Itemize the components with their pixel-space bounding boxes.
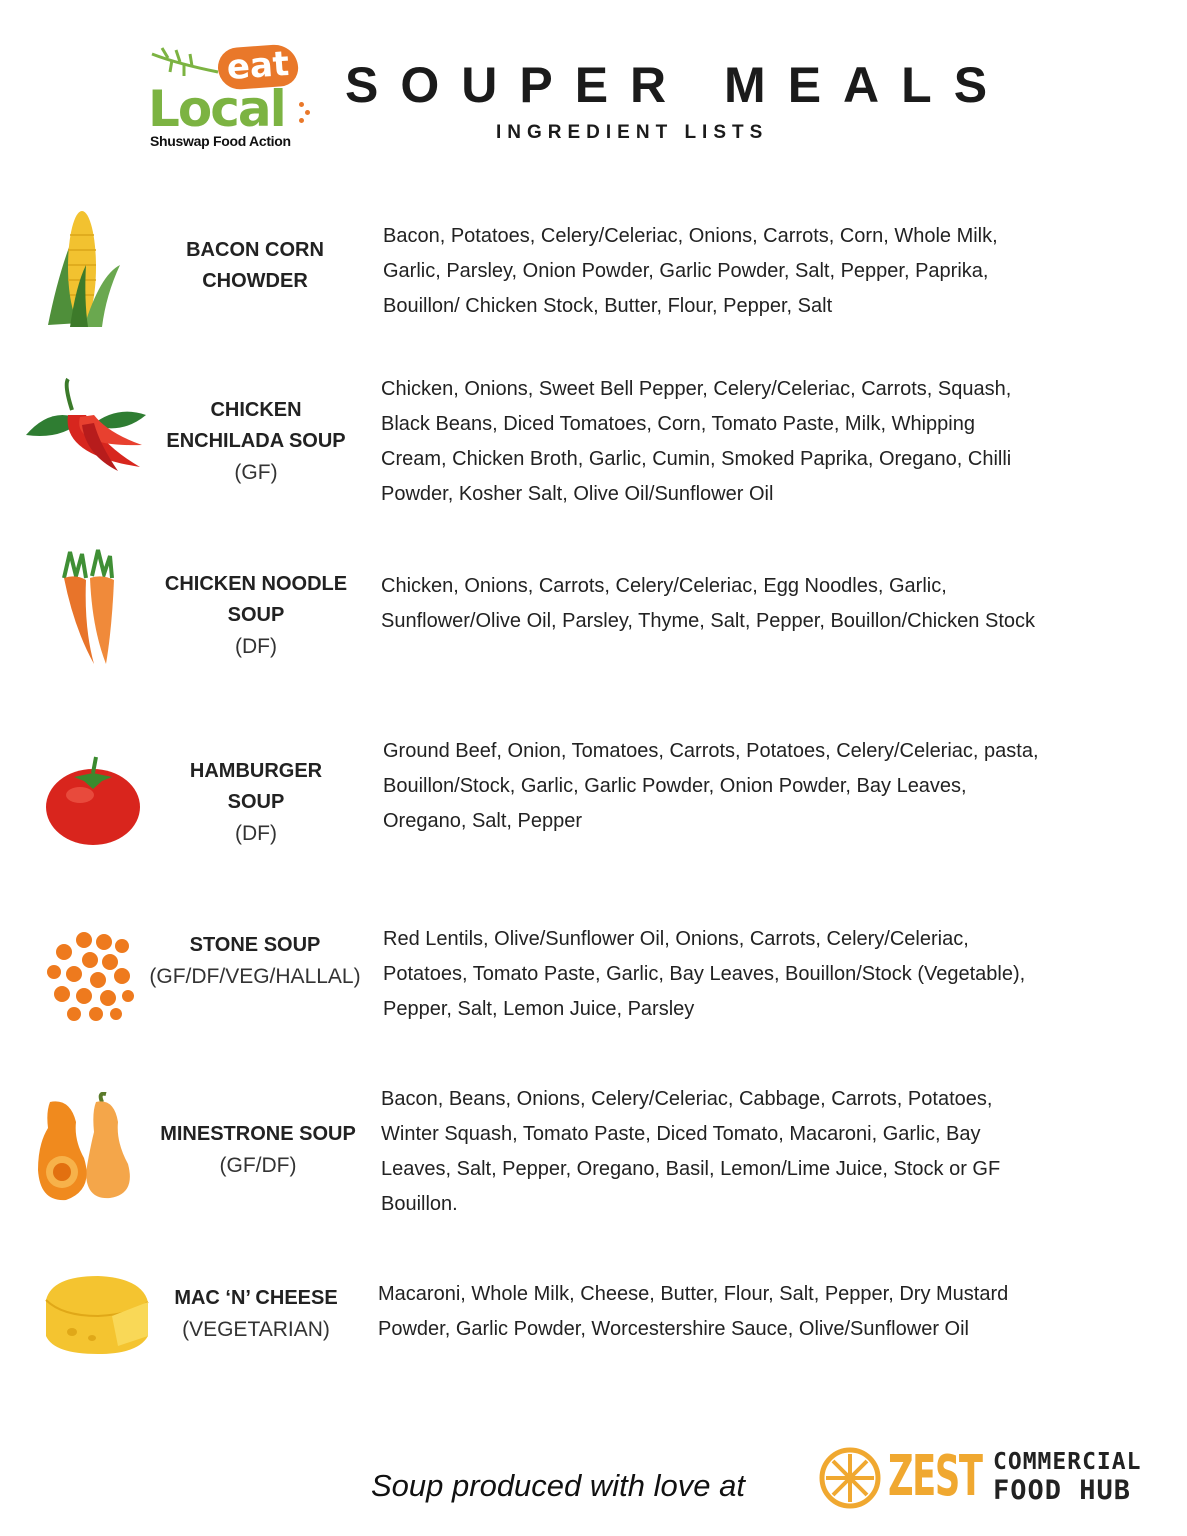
- zest-logo: [818, 1444, 1142, 1510]
- meal-name-line: SOUP: [227, 791, 285, 813]
- meal-name-line: HAMBURGER: [189, 760, 323, 782]
- meal-name-line: CHOWDER: [202, 270, 308, 292]
- ingredient-line: Bouillon/ Chicken Stock, Butter, Flour, Pepper, Salt: [383, 295, 833, 317]
- ingredient-line: Leaves, Salt, Pepper, Oregano, Basil, Lemon/Lime Juice, Stock or GF: [381, 1158, 1001, 1180]
- logo-org-name: Shuswap Food Action: [150, 133, 291, 149]
- ingredient-list: [381, 372, 1011, 512]
- meal-name: [141, 395, 371, 488]
- meal-name-line: BACON CORN: [186, 239, 324, 261]
- ingredient-line: Powder, Garlic Powder, Worcestershire Sauce, Olive/Sunflower Oil: [378, 1318, 969, 1340]
- ingredient-line: Chicken, Onions, Sweet Bell Pepper, Celery/Celeriac, Carrots, Squash,: [381, 378, 1012, 400]
- meal-name-line: CHICKEN: [210, 399, 302, 421]
- meal-diet-tag: (GF): [234, 461, 278, 484]
- meal-name: [141, 569, 371, 662]
- meal-name: [143, 1119, 373, 1181]
- lentils-icon: [44, 930, 136, 1022]
- ingredient-line: Macaroni, Whole Milk, Cheese, Butter, Flour, Salt, Pepper, Dry Mustard: [378, 1283, 1009, 1305]
- cheese-icon: [42, 1272, 152, 1356]
- footer-text: Soup produced with love at: [371, 1468, 745, 1503]
- meal-name-line: CHICKEN NOODLE: [164, 573, 348, 595]
- ingredient-list: [383, 219, 998, 324]
- ingredient-line: Potatoes, Tomato Paste, Garlic, Bay Leaves, Bouillon/Stock (Vegetable),: [383, 963, 1026, 985]
- meal-name: [140, 235, 370, 297]
- ingredient-list: [381, 569, 1035, 639]
- ingredient-line: Cream, Chicken Broth, Garlic, Cumin, Smoked Paprika, Oregano, Chilli: [381, 448, 1012, 470]
- corn-icon: [40, 205, 125, 330]
- meal-name-line: SOUP: [227, 604, 285, 626]
- ingredient-list: [383, 734, 1039, 839]
- ingredient-line: Pepper, Salt, Lemon Juice, Parsley: [383, 998, 695, 1020]
- meal-diet-tag: (VEGETARIAN): [182, 1318, 330, 1341]
- ingredient-list: [378, 1277, 1008, 1347]
- page-title: SOUPER MEALS: [345, 57, 1010, 113]
- ingredient-list: [381, 1082, 1000, 1222]
- ingredient-line: Bacon, Potatoes, Celery/Celeriac, Onions, Carrots, Corn, Whole Milk,: [383, 225, 998, 247]
- meal-diet-tag: (GF/DF/VEG/HALLAL): [149, 965, 361, 988]
- ingredient-line: Bacon, Beans, Onions, Celery/Celeriac, Cabbage, Carrots, Potatoes,: [381, 1088, 993, 1110]
- ingredient-list: [383, 922, 1025, 1027]
- meal-diet-tag: (GF/DF): [219, 1154, 297, 1177]
- ingredient-line: Bouillon.: [381, 1193, 458, 1215]
- ingredient-line: Chicken, Onions, Carrots, Celery/Celeriac, Egg Noodles, Garlic,: [381, 575, 947, 597]
- meal-name-line: ENCHILADA SOUP: [166, 430, 346, 452]
- ingredient-line: Winter Squash, Tomato Paste, Diced Tomato, Macaroni, Garlic, Bay: [381, 1123, 981, 1145]
- zest-brand: ZEST: [888, 1444, 982, 1509]
- meal-name-line: STONE SOUP: [189, 934, 321, 956]
- meal-diet-tag: (DF): [235, 822, 277, 845]
- orange-slice-icon: [818, 1446, 882, 1510]
- meal-diet-tag: (DF): [235, 635, 277, 658]
- page-subtitle: INGREDIENT LISTS: [496, 122, 769, 143]
- meal-name-line: MINESTRONE SOUP: [160, 1123, 356, 1145]
- ingredient-line: Bouillon/Stock, Garlic, Garlic Powder, Onion Powder, Bay Leaves,: [383, 775, 967, 797]
- meal-name-line: MAC ‘N’ CHEESE: [174, 1287, 338, 1309]
- tomato-icon: [44, 755, 142, 847]
- meal-name: [141, 1283, 371, 1345]
- ingredient-line: Oregano, Salt, Pepper: [383, 810, 583, 832]
- logo-local-text: Local: [148, 80, 285, 138]
- meal-name: [141, 756, 371, 849]
- ingredient-line: Black Beans, Diced Tomatoes, Corn, Tomato Paste, Milk, Whipping: [381, 413, 975, 435]
- zest-line-2: FOOD HUB: [993, 1475, 1132, 1506]
- ingredient-line: Powder, Kosher Salt, Olive Oil/Sunflower Oil: [381, 483, 774, 505]
- logo-eat-badge: eat: [217, 43, 300, 90]
- ingredient-line: Ground Beef, Onion, Tomatoes, Carrots, Potatoes, Celery/Celeriac, pasta,: [383, 740, 1039, 762]
- ingredient-line: Red Lentils, Olive/Sunflower Oil, Onions, Carrots, Celery/Celeriac,: [383, 928, 969, 950]
- meal-name: [141, 930, 369, 992]
- ingredient-line: Garlic, Parsley, Onion Powder, Garlic Powder, Salt, Pepper, Paprika,: [383, 260, 989, 282]
- zest-line-1: COMMERCIAL: [993, 1449, 1142, 1475]
- ingredient-line: Sunflower/Olive Oil, Parsley, Thyme, Salt, Pepper, Bouillon/Chicken Stock: [381, 610, 1035, 632]
- carrot-icon: [54, 548, 124, 668]
- chili-pepper-icon: [22, 375, 150, 477]
- squash-icon: [36, 1092, 136, 1204]
- eat-local-logo: [148, 42, 328, 157]
